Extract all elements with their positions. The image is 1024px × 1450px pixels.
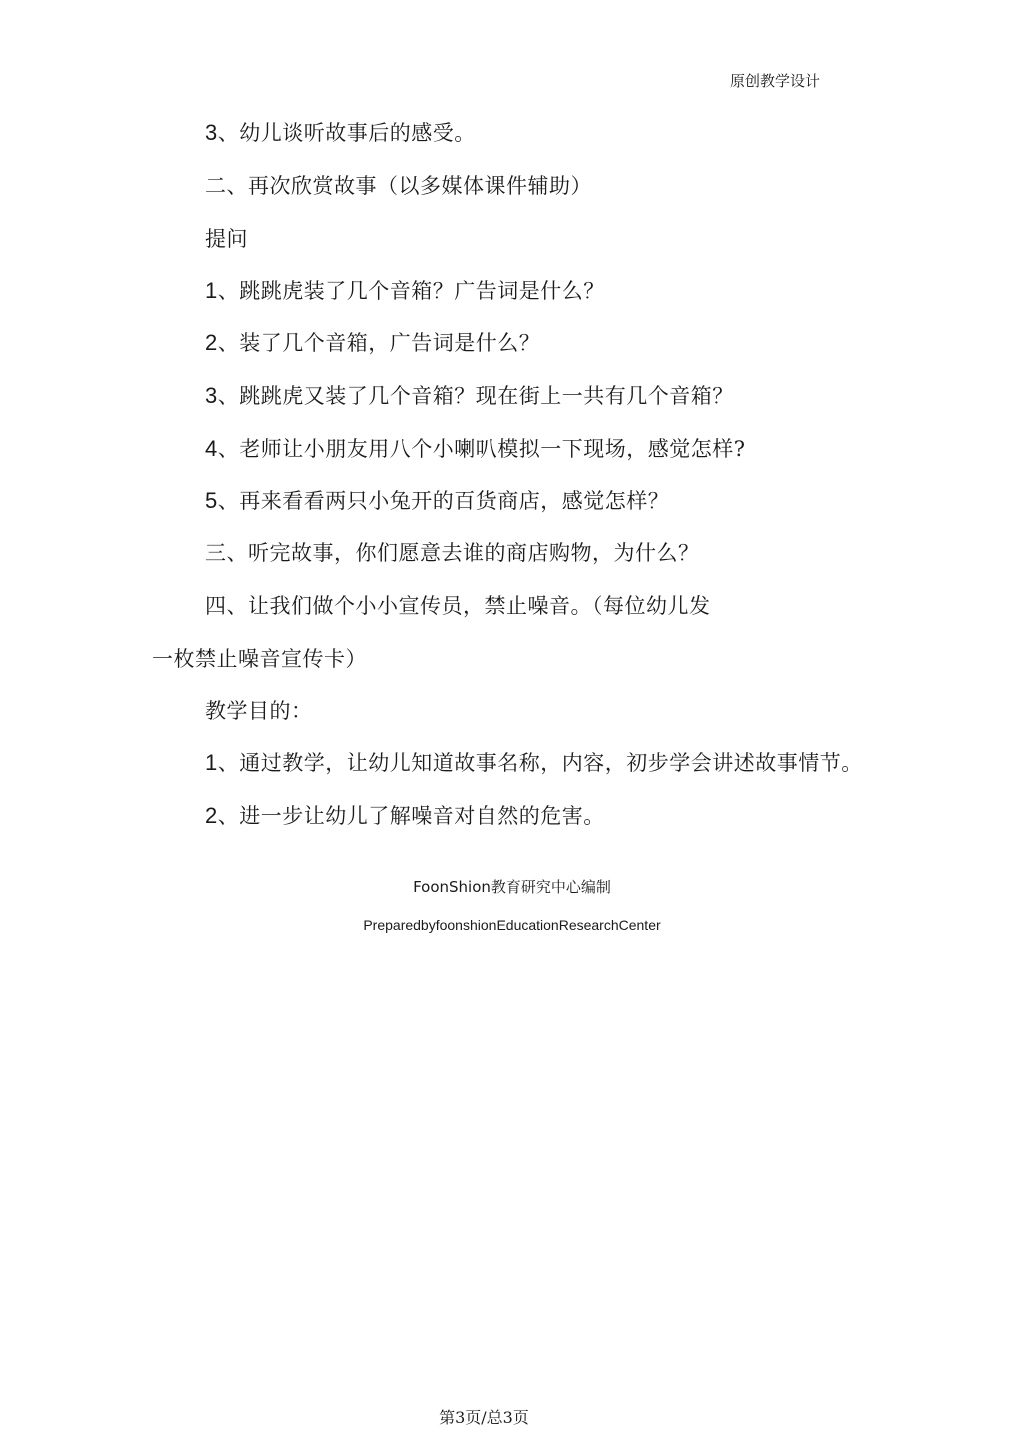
- text-line-6: [205, 380, 734, 410]
- text-line-1: [205, 117, 476, 147]
- text-line-14: [205, 800, 605, 830]
- line-text: 、通过教学，让幼儿知道故事名称，内容，初步学会讲述故事情节。: [217, 751, 863, 775]
- line-text: 、进一步让幼儿了解噪音对自然的危害。: [217, 804, 605, 828]
- text-line-3: [205, 223, 248, 253]
- text-line-5: [205, 327, 540, 357]
- line-text: 三、听完故事，你们愿意去谁的商店购物，为什么？: [205, 541, 700, 565]
- text-line-9: [205, 537, 700, 567]
- line-number: 3: [205, 383, 218, 408]
- document-header: 原创教学设计: [730, 72, 821, 90]
- line-text: 四、让我们做个小小宣传员，禁止噪音。（每位幼儿发: [205, 594, 711, 618]
- page-number: 第3页/总3页: [439, 1408, 529, 1427]
- text-line-11: [152, 643, 367, 673]
- footer-organization-cn: FoonShion教育研究中心编制: [413, 878, 611, 896]
- line-text: 、装了几个音箱，广告词是什么？: [217, 331, 541, 355]
- line-text: 、老师让小朋友用八个小喇叭模拟一下现场，感觉怎样?: [217, 437, 746, 461]
- line-number: 2: [205, 803, 218, 828]
- line-text: 、幼儿谈听故事后的感受。: [217, 121, 476, 145]
- footer-organization-en: PreparedbyfoonshionEducationResearchCenter: [363, 917, 661, 933]
- line-number: 1: [205, 278, 218, 303]
- line-number: 4: [205, 436, 218, 461]
- text-line-4: [205, 275, 605, 305]
- text-line-13: [205, 747, 863, 777]
- line-text: 、再来看看两只小兔开的百货商店，感觉怎样？: [217, 489, 670, 513]
- line-number: 3: [205, 120, 218, 145]
- line-text: 、跳跳虎装了几个音箱？广告词是什么？: [217, 279, 605, 303]
- line-text: 一枚禁止噪音宣传卡）: [152, 647, 367, 671]
- line-text: 教学目的：: [205, 699, 313, 723]
- text-line-7: [205, 433, 746, 463]
- line-text: 二、再次欣赏故事（以多媒体课件辅助）: [205, 174, 592, 198]
- line-text: 提问: [205, 227, 248, 251]
- line-number: 2: [205, 330, 218, 355]
- text-line-12: [205, 695, 313, 725]
- text-line-10: [205, 590, 711, 620]
- line-number: 5: [205, 488, 218, 513]
- text-line-8: [205, 485, 669, 515]
- line-text: 、跳跳虎又装了几个音箱？现在街上一共有几个音箱？: [217, 384, 734, 408]
- line-number: 1: [205, 750, 218, 775]
- text-line-2: [205, 170, 592, 200]
